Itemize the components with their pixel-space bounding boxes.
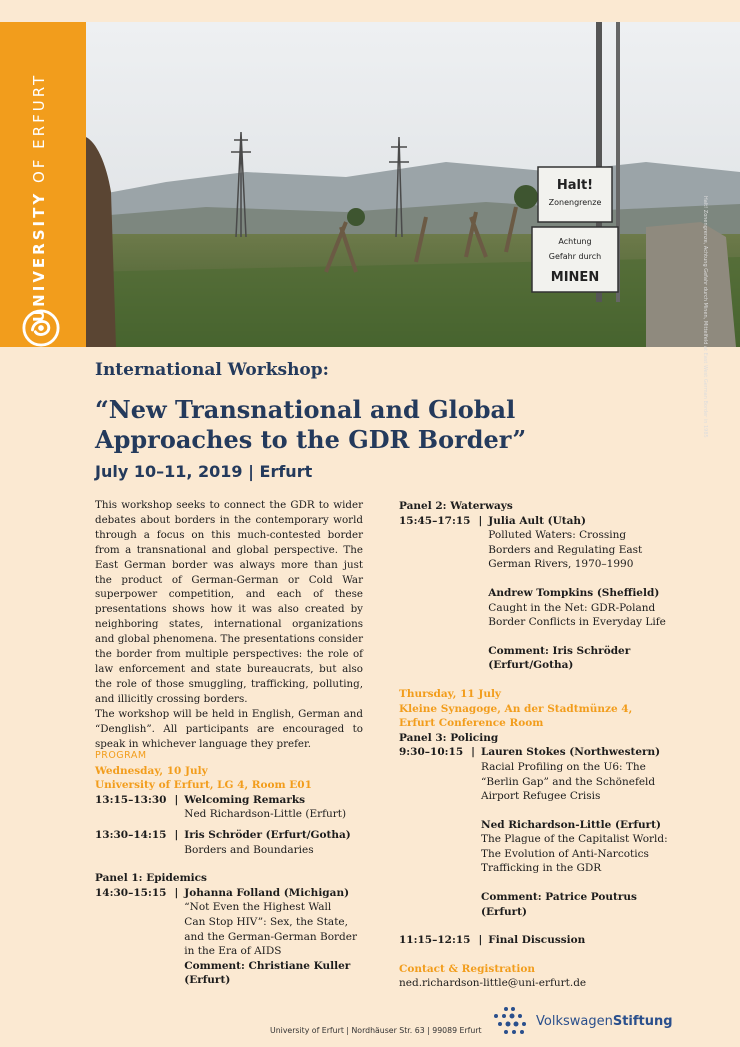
contact-label: Contact & Registration [399, 962, 535, 975]
halt-sign [538, 167, 612, 222]
dots-logo-icon [492, 1006, 528, 1036]
intro-paragraph-1: This workshop seeks to connect the GDR to wider debates about borders in the contemporary world through a focus on this much-contested border from a transnational and global perspective. The East German border was always more than just the product of German-German or Cold War superpower competition, and each of these presentations shows how it was also created by neighboring states, international organizations and global phenomena. The presentations consider the border from multiple perspectives: the role of law enforcement and state bureaucrats, but also the role of those smuggling, trafficking, polluting, and illicitly crossing borders. [95, 499, 363, 705]
volkswagen-stiftung-logo [492, 1006, 673, 1036]
svg-text:MINEN: MINEN [550, 270, 600, 285]
svg-text:Gefahr durch: Gefahr durch [548, 252, 602, 261]
svg-text:Achtung: Achtung [558, 237, 592, 246]
svg-text:Halt!: Halt! [556, 178, 594, 193]
workshop-title [95, 395, 655, 455]
intro-text [95, 498, 363, 751]
university-band [0, 22, 86, 347]
session-schroeder: 13:30–14:15 | Iris Schröder (Erfurt/Gotha) Borders and Boundaries [95, 828, 351, 856]
university-wordmark: UNIVERSITY OF ERFURT [30, 72, 48, 322]
title-line-2: Approaches to the GDR Border” [95, 425, 527, 454]
final-discussion: 11:15–12:15 | Final Discussion [399, 934, 586, 947]
program-label: PROGRAM [95, 750, 147, 761]
panel-3-session: 9:30–10:15 | Lauren Stokes (Northwestern) Racial Profiling on the U6: The “Berlin Gap” and the Schönefeld Airport Refugee Crisis Ned Richardson-Little (Erfurt) The Plague of the Capitalist World: The Evolution of Anti-Narcotics Trafficking in the GDR Comment: Patrice Poutrus (Erfurt) [399, 746, 668, 918]
workshop-date: July 10–11, 2019 | Erfurt [95, 462, 313, 481]
sponsor-name: VolkswagenStiftung [536, 1013, 673, 1029]
contact-block [399, 962, 699, 991]
panel-1-session: 14:30–15:15 | Johanna Folland (Michigan) “Not Even the Highest Wall Can Stop HIV”: Sex, the State, and the German-German Border in the Era of AIDS Comment: Christiane Kuller (Erfurt) [95, 886, 357, 987]
panel-1-heading: Panel 1: Epidemics [95, 872, 207, 885]
photo-credit: Halt! Zonengrenze, Achtung Gefahr durch Minen, Mittelfeld at East West German Border in 1985 [702, 196, 708, 438]
panel-2-session: 15:45–17:15 | Julia Ault (Utah) Polluted Waters: Crossing Borders and Regulating East German Rivers, 1970–1990 Andrew Tompkins (Sheffield) Caught in the Net: GDR-Poland Border Conflicts in Everyday Life Comment: Iris Schröder (Erfurt/Gotha) [399, 514, 666, 672]
university-logo-icon [22, 309, 60, 347]
session-welcome: 13:15–13:30 | Welcoming Remarks Ned Richardson-Little (Erfurt) [95, 793, 347, 821]
day-1-venue: University of Erfurt, LG 4, Room E01 [95, 779, 312, 792]
workshop-kicker: International Workshop: [95, 360, 329, 380]
program-day-1 [95, 749, 375, 988]
intro-paragraph-2: The workshop will be held in English, German and “Denglish”. All participants are encouraged to speak in whichever language they prefer. [95, 707, 363, 750]
panel-3-heading: Panel 3: Policing [399, 731, 499, 744]
minen-sign [532, 227, 618, 292]
day-2-header: Thursday, 11 July Kleine Synagoge, An der Stadtmünze 4, Erfurt Conference Room [399, 687, 633, 730]
contact-email-link[interactable]: ned.richardson-little@uni-erfurt.de [399, 977, 587, 990]
day-1-heading: Wednesday, 10 July [95, 764, 208, 777]
program-right-column [399, 499, 699, 991]
footer-address: University of Erfurt | Nordhäuser Str. 63 | 99089 Erfurt [270, 1026, 482, 1035]
svg-text:Zonengrenze: Zonengrenze [548, 198, 602, 207]
panel-2-heading: Panel 2: Waterways [399, 500, 513, 512]
title-line-1: “New Transnational and Global [95, 395, 516, 424]
